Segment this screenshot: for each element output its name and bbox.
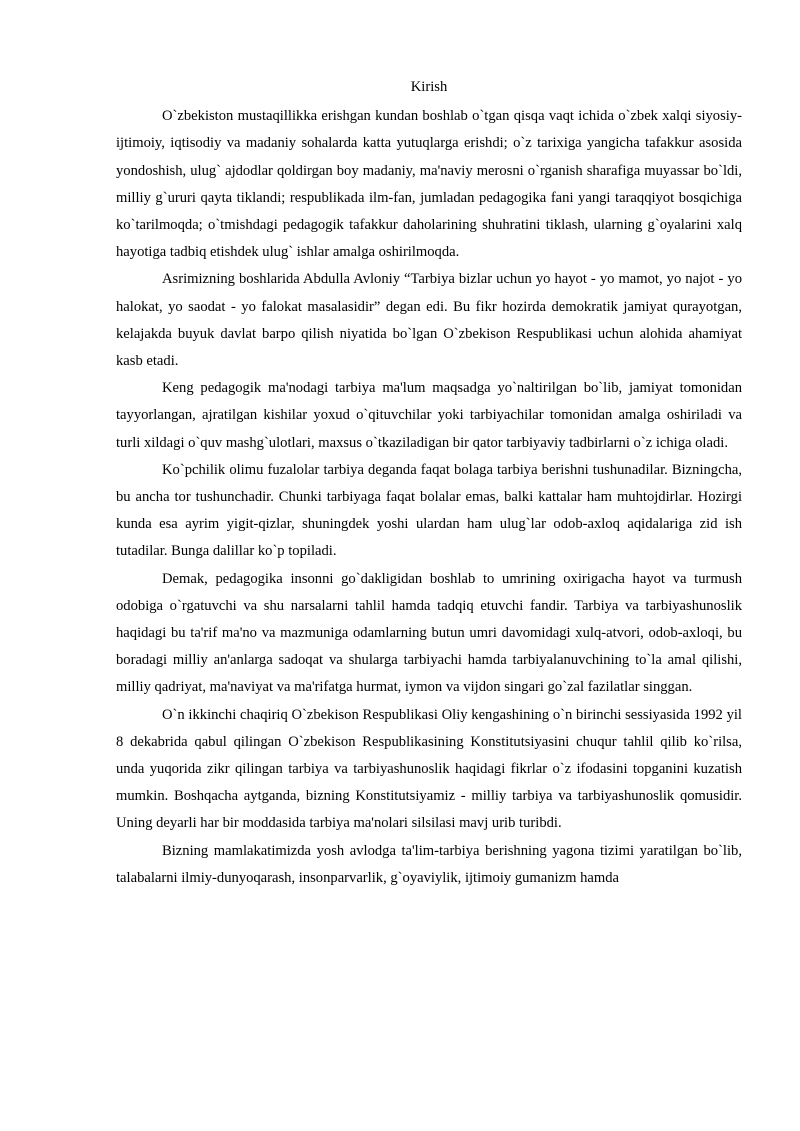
paragraph-1: O`zbekiston mustaqillikka erishgan kundan boshlab o`tgan qisqa vaqt ichida o`zbek xalqi siyosiy-ijtimoiy, iqtisodiy va madaniy sohalarda katta yutuqlarga erishdi; o`z tarixiga yangicha tafakkur asosida yondoshish, ulug` ajdodlar qoldirgan boy madaniy, ma'naviy merosni o`rganish sharafiga muyassar bo`ldi, milliy g`ururi qayta tiklandi; respublikada ilm-fan, jumladan pedagogika fani yangi taraqqiyot bosqichiga ko`tarilmoqda; o`tmishdagi pedagogik tafakkur daholarining shuhratini tiklash, ularning g`oyalarini xalq hayotiga tadbiq etishdek ulug` ishlar amalga oshirilmoqda. [116,108,742,261]
paragraph-6: O`n ikkinchi chaqiriq O`zbekison Respublikasi Oliy kengashining o`n birinchi sessiyasida 1992 yil 8 dekabrida qabul qilingan O`zbekison Respublikasining Konstitutsiyasini chuqur tahlil qilib ko`rilsa, unda yuqorida zikr qilingan tarbiya va tarbiyashunoslik haqidagi fikrlar o`z ifodasini topganini kuzatish mumkin. Boshqacha aytganda, bizning Konstitutsiyamiz - milliy tarbiya va tarbiyashunoslik qomusidir. Uning deyarli har bir moddasida tarbiya ma'nolari silsilasi mavj urib turibdi. [116,706,742,832]
paragraph-4: Ko`pchilik olimu fuzalolar tarbiya deganda faqat bolaga tarbiya berishni tushunadilar. Bizningcha, bu ancha tor tushunchadir. Chunki tarbiyaga faqat bolalar emas, balki kattalar ham muhtojdirlar. Hozirgi kunda esa ayrim yigit-qizlar, shuningdek yoshi ulardan ham ulug`lar odob-axloq aqidalariga zid ish tutadilar. Bunga dalillar ko`p topiladi. [116,461,742,560]
paragraph-3: Keng pedagogik ma'nodagi tarbiya ma'lum maqsadga yo`naltirilgan bo`lib, jamiyat tomonidan tayyorlangan, ajratilgan kishilar yoxud o`qituvchilar yoki tarbiyachilar tomonidan amalga oshiriladi va turli xildagi o`quv mashg`ulotlari, maxsus o`tkaziladigan bir qator tarbiyaviy tadbirlarni o`z ichiga oladi. [116,380,742,451]
document-title: Kirish [410,79,448,95]
paragraph-7: Bizning mamlakatimizda yosh avlodga ta'lim-tarbiya berishning yagona tizimi yaratilgan bo`lib, talabalarni ilmiy-dunyoqarash, insonparvarlik, g`oyaviylik, ijtimoiy gumanizm hamda [116,842,742,886]
paragraph-2: Asrimizning boshlarida Abdulla Avloniy “Tarbiya bizlar uchun yo hayot - yo mamot, yo najot - yo halokat, yo saodat - yo falokat masalasidir” degan edi. Bu fikr hozirda demokratik jamiyat qurayotgan, kelajakda buyuk davlat barpo qilish niyatida bo`lgan O`zbekison Respublikasi uchun alohida ahamiyat kasb etadi. [116,271,742,370]
document-page [116,74,742,892]
paragraph-5: Demak, pedagogika insonni go`dakligidan boshlab to umrining oxirigacha hayot va turmush odobiga o`rgatuvchi va shu narsalarni tahlil hamda tadqiq etuvchi fandir. Tarbiya va tarbiyashunoslik haqidagi bu ta'rif ma'no va mazmuniga odamlarning butun umri davomidagi xulq-atvori, odob-axloqi, bu boradagi milliy an'anlarga sadoqat va shularga tarbiyachi hamda tarbiyalanuvchining to`la amal qilishi, milliy qadriyat, ma'naviyat va ma'rifatga hurmat, iymon va vijdon singari go`zal fazilatlar singgan. [116,570,742,696]
